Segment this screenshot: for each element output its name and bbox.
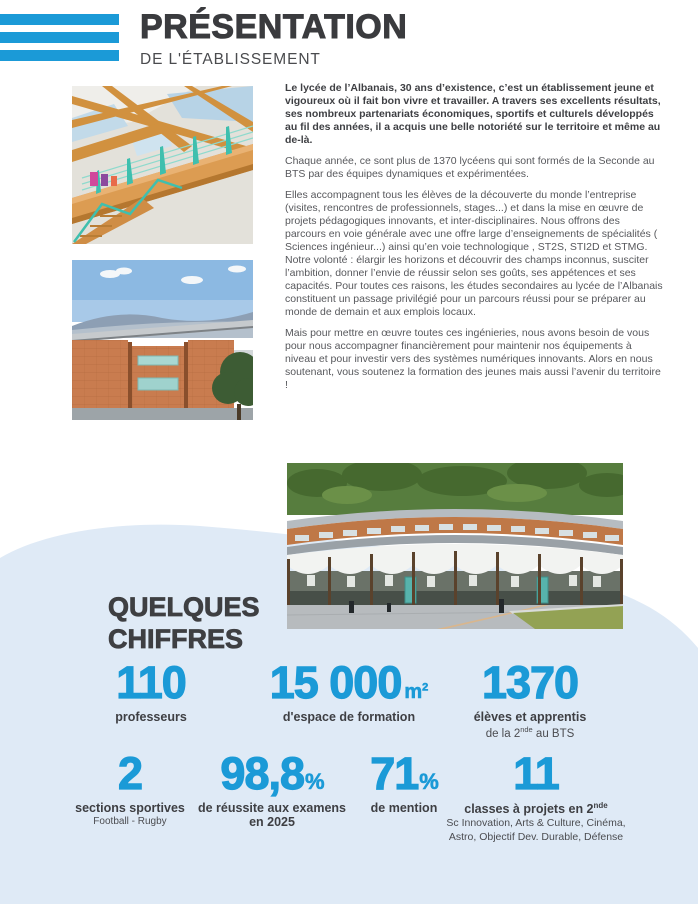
- stat-label: sections sportives: [75, 800, 185, 815]
- stat-reussite: [198, 748, 346, 829]
- stat-sublabel-line1: Sc Innovation, Arts & Culture, Cinéma,: [446, 816, 626, 829]
- page-subtitle: DE L'ÉTABLISSEMENT: [140, 51, 321, 68]
- intro-paragraph-2: Chaque année, ce sont plus de 1370 lycéens qui sont formés de la Seconde au BTS par des équipes dynamiques et expérimentées.: [285, 155, 655, 181]
- figures-heading-line2: CHIFFRES: [108, 623, 243, 654]
- stat-sublabel: Football - Rugby: [93, 815, 167, 827]
- stat-classes-projets: [446, 748, 626, 844]
- stat-label: d'espace de formation: [282, 709, 416, 724]
- stat-label-line2: en 2025: [249, 814, 295, 829]
- page-title: PRÉSENTATION: [140, 8, 408, 46]
- orange-building-photo-illustration: [72, 260, 253, 420]
- stat-mention: [370, 748, 438, 815]
- stat-surface: [269, 657, 429, 724]
- stat-sections-sportives: [75, 748, 185, 827]
- logo-stripes-icon: [0, 14, 119, 68]
- stat-label: de réussite aux examens: [198, 800, 346, 815]
- photo-orange-building: [72, 260, 253, 420]
- stat-label: de mention: [370, 800, 438, 815]
- stat-value: 71%: [370, 748, 438, 799]
- campus-photo-illustration: [287, 463, 623, 629]
- figures-heading-line1: QUELQUES: [108, 592, 260, 622]
- intro-text: [285, 82, 663, 400]
- stat-value: 98,8%: [220, 748, 324, 799]
- header: [140, 10, 407, 69]
- photo-campus-building: [287, 463, 623, 629]
- intro-paragraph-3: Elles accompagnent tous les élèves de la découverte du monde l’entreprise (visites, rencontres de professionnels, stages...) et dans la mise en œuvre de projets pédagogiques innovants, et inter-disciplinaires. Nous offrons des parcours en voie générale avec une offre large d’enseignements de spécialités ( Sciences ingénieur...) ainsi qu’en voie technologique , ST2S, STI2D et STMG. Notre volonté : élargir les horizons et découvrir des champs inconnus, susciter l’ambition, donner l’envie de réussir selon ses goûts, ses appétences et ses capacités. Pour toutes ces raisons, les études secondaires au lycée de l’Albanais constituent un passage privilégié pour un parcours réussi pour se préparer au monde de demain et aux emplois locaux.: [285, 189, 663, 319]
- stripe-bar: [0, 32, 119, 43]
- stat-eleves: [473, 657, 587, 740]
- intro-paragraph-4: Mais pour mettre en œuvre toutes ces ingénieries, nous avons besoin de vous pour nous accompagner financièrement pour maintenir nos équipements à niveau et pour investir vers des systèmes numériques innovants. Alors en nous soutenant, vous soutenez la formation des jeunes mais aussi l’avenir du territoire !: [285, 327, 661, 392]
- stripe-bar: [0, 14, 119, 25]
- stat-label: élèves et apprentis: [473, 709, 587, 724]
- stat-value: 11: [513, 748, 559, 799]
- stat-label: professeurs: [115, 709, 187, 724]
- interior-photo-illustration: [72, 86, 253, 244]
- photo-interior-walkway: [72, 86, 253, 244]
- stat-professeurs: [115, 657, 187, 724]
- percent-sign: %: [305, 769, 324, 794]
- stat-sublabel: de la 2nde au BTS: [485, 724, 575, 740]
- stripe-bar: [0, 50, 119, 61]
- stat-value: 110: [116, 657, 186, 708]
- percent-sign: %: [419, 769, 438, 794]
- stat-value: 1370: [481, 657, 579, 708]
- stat-value: 15 000 $m^2$: [269, 657, 429, 708]
- figures-heading: [108, 592, 260, 656]
- stat-sublabel-line2: Astro, Objectif Dev. Durable, Défense: [448, 830, 624, 843]
- stat-label: classes à projets en 2nde: [464, 800, 608, 816]
- intro-paragraph-1: Le lycée de l’Albanais, 30 ans d’existence, c’est un établissement jeune et vigoureux où il fait bon vivre et travailler. A travers ses excellents résultats, ses nombreux partenariats économiques, sportifs et culturels développés au fil des années, il a acquis une belle notoriété sur le territoire et même au de-là.: [285, 82, 661, 147]
- unit-m2: $m^2$: [404, 681, 429, 703]
- stat-value: 2: [117, 748, 143, 799]
